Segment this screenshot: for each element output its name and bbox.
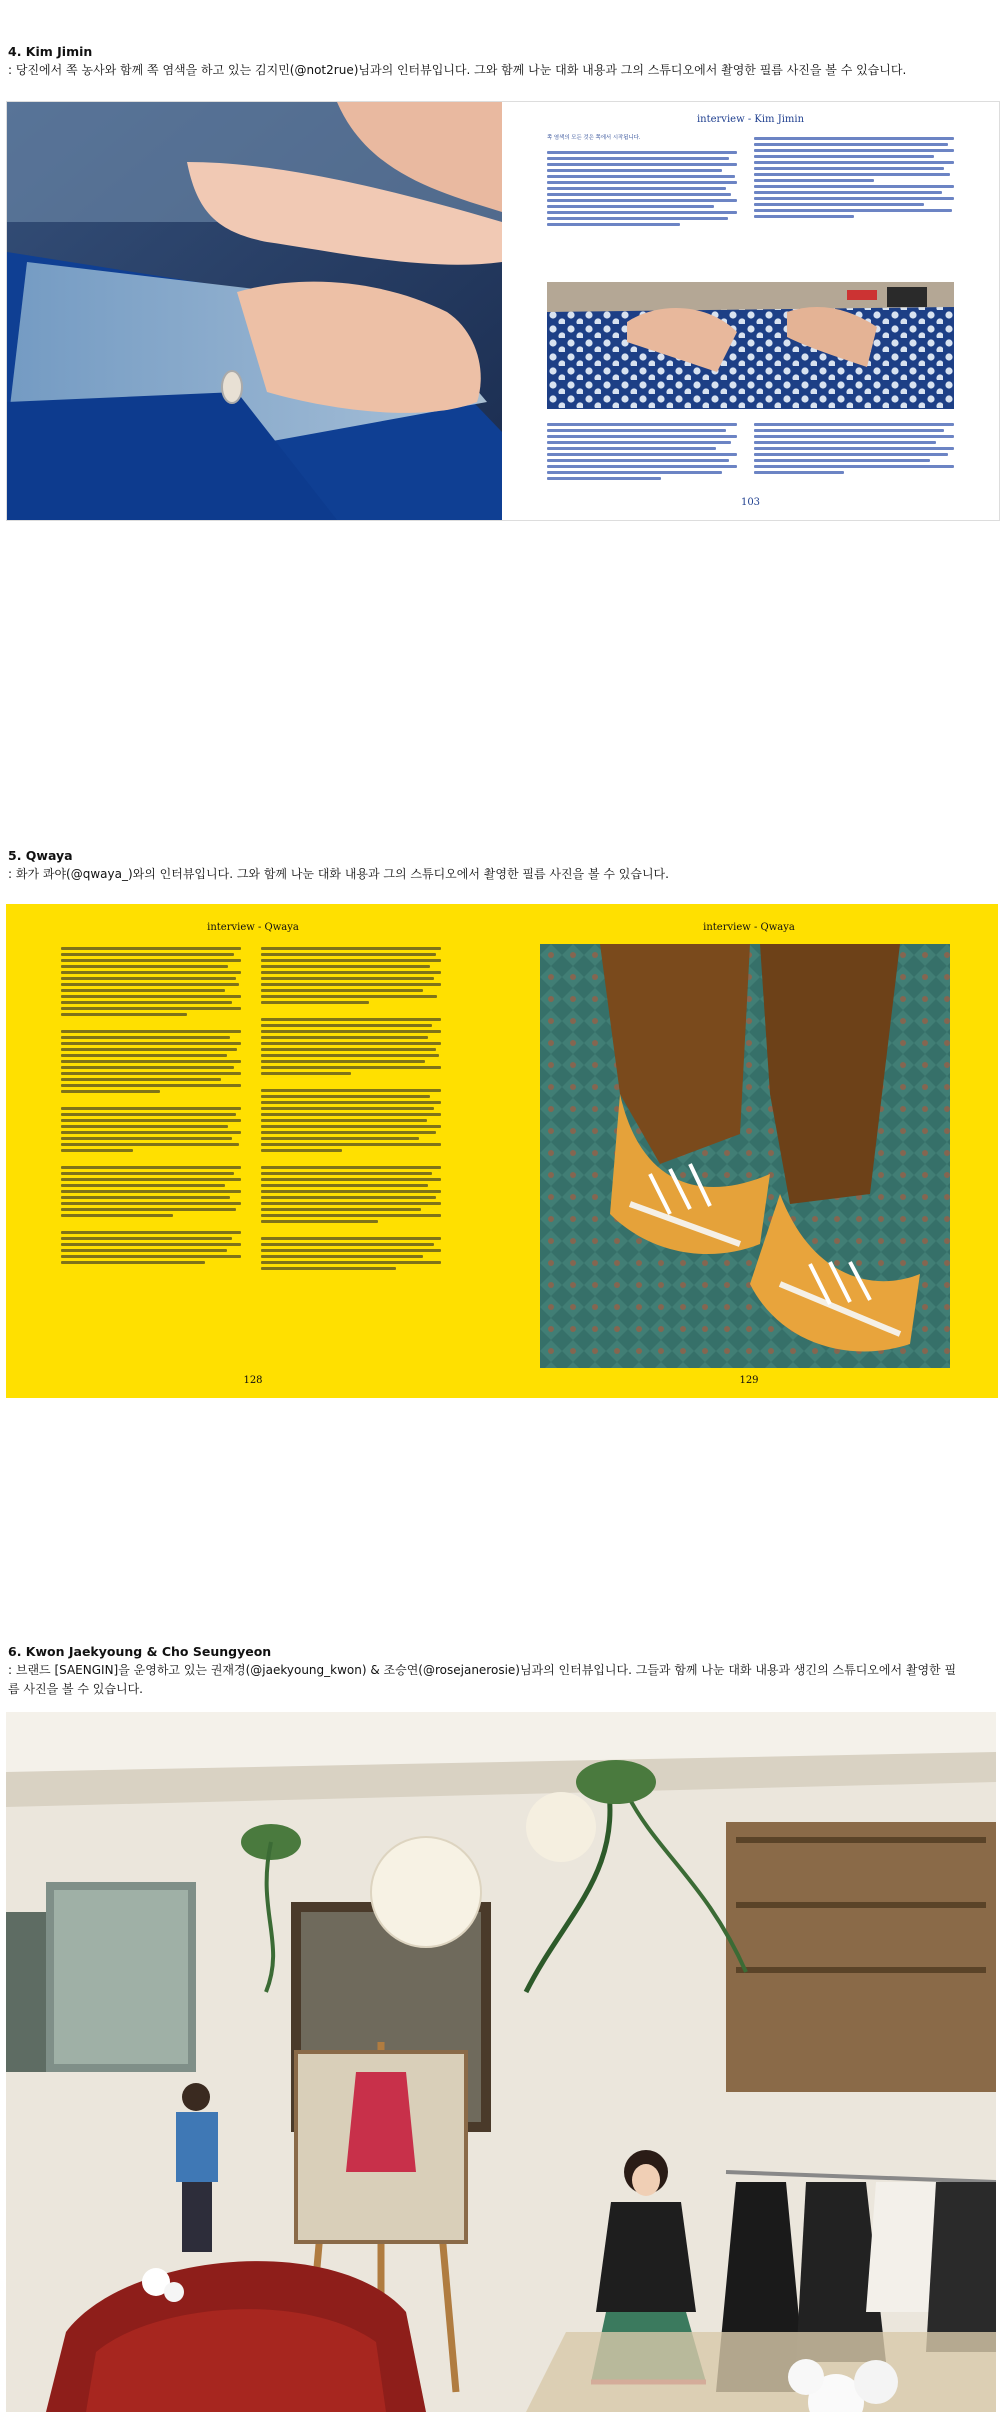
polka-dot-fabric-photo	[547, 282, 954, 409]
text-page-128	[6, 904, 500, 1398]
section-description: : 당진에서 쪽 농사와 함께 쪽 염색을 하고 있는 김지민(@not2rue)님과의 인터뷰입니다. 그와 함께 나눈 대화 내용과 그의 스튜디오에서 촬영한 필름 사진을 볼 수 있습니다.	[8, 63, 907, 77]
page-number: 128	[243, 1375, 263, 1386]
section-description: : 화가 콰야(@qwaya_)와의 인터뷰입니다. 그와 함께 나눈 대화 내용과 그의 스튜디오에서 촬영한 필름 사진을 볼 수 있습니다.	[8, 867, 669, 881]
page-header: interview - Kim Jimin	[696, 114, 805, 125]
text-column-right	[261, 944, 441, 1364]
page-header: interview - Qwaya	[207, 922, 299, 933]
page-number: 103	[740, 497, 761, 508]
magazine-spread-kim-jimin	[6, 101, 1000, 521]
indigo-dye-hands-photo	[7, 102, 502, 520]
text-column-4	[754, 420, 954, 500]
page-header: interview - Qwaya	[703, 922, 795, 933]
section-title: 4. Kim Jimin	[8, 44, 93, 59]
section-description: : 브랜드 [SAENGIN]을 운영하고 있는 권재경(@jaekyoung_kwon) & 조승연(@rosejanerosie)님과의 인터뷰입니다. 그들과 함께 나눈 대화 내용과 생긴의 스튜디오에서 촬영한 필름 사진을 볼 수 있습니다.	[8, 1663, 957, 1696]
text-column-2	[754, 134, 954, 274]
magazine-spread-qwaya	[6, 904, 998, 1398]
section-title: 6. Kwon Jaekyoung & Cho Seungyeon	[8, 1644, 272, 1659]
text-column-3	[547, 420, 737, 500]
intro-snippet: 쪽 염색의 모든 것은 쪽에서 시작됩니다.	[547, 135, 641, 141]
studio-interior-photo	[6, 1712, 996, 2412]
page-number: 129	[739, 1375, 759, 1386]
section-title: 5. Qwaya	[8, 848, 73, 863]
text-page-103	[502, 102, 999, 520]
text-column-left	[61, 944, 241, 1364]
text-column-1	[547, 134, 737, 274]
photo-page-129	[500, 904, 998, 1398]
orange-sneakers-photo	[540, 944, 950, 1368]
